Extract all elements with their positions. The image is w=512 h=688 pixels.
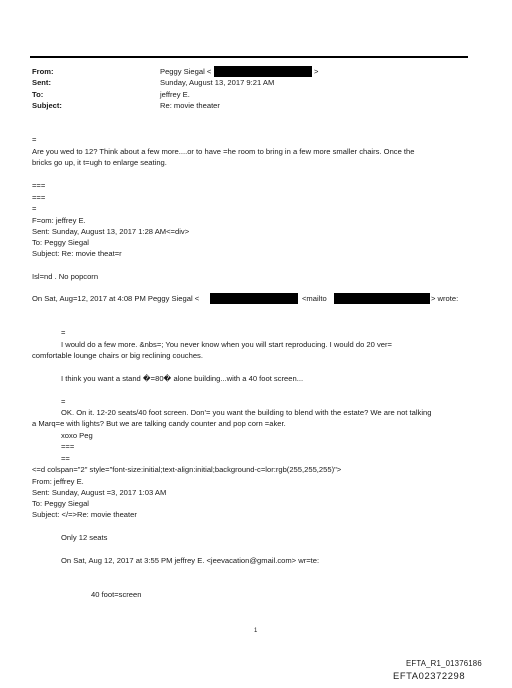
quoted-sent: Sent: Sunday, August =3, 2017 1:03 AM <box>32 488 167 497</box>
html-artifact-line: <=d colspan="2" style="font-size:initial;text-align:initial;background-c=lor:rgb(255,255,255)"> <box>32 465 342 474</box>
redaction-box <box>210 293 298 304</box>
from-label: From: <box>32 67 54 76</box>
to-label: To: <box>32 90 44 99</box>
quoted-to: To: Peggy Siegal <box>32 238 89 247</box>
quoted-body: 40 foot=screen <box>91 590 142 599</box>
redaction-box <box>334 293 430 304</box>
bates-number-small: EFTA_R1_01376186 <box>406 659 482 668</box>
separator-eq: === <box>32 181 46 190</box>
paragraph-line: bricks go up, it t=ugh to enlarge seating. <box>32 158 167 167</box>
bates-number: EFTA02372298 <box>393 670 466 681</box>
to-value: jeffrey E. <box>160 90 190 99</box>
paragraph-line: I think you want a stand �=80� alone building...with a 40 foot screen... <box>61 374 304 383</box>
quoted-body: Only 12 seats <box>61 533 108 542</box>
quoted-sent: Sent: Sunday, August 13, 2017 1:28 AM<=div> <box>32 227 190 236</box>
page-number: 1 <box>254 628 258 634</box>
paragraph-line: a Marq=e with lights? But we are talking candy counter and pop corn =aker. <box>32 419 286 428</box>
quoted-body: Isl=nd . No popcorn <box>32 272 99 281</box>
quoted-attribution: On Sat, Aug 12, 2017 at 3:55 PM jeffrey E. <jeevacation@gmail.com> wr=te: <box>61 556 320 565</box>
separator-eq: = <box>61 397 66 406</box>
quoted-subject: Subject: Re: movie theat=r <box>32 249 122 258</box>
quoted-from: F=om: jeffrey E. <box>32 216 86 225</box>
from-value-end: > <box>314 67 319 76</box>
paragraph-line: I would do a few more. &nbs=; You never know when you will start reproducing. I would do 20 ver= <box>61 340 392 349</box>
paragraph-line: OK. On it. 12-20 seats/40 foot screen. Don'= you want the building to blend with the estate? We are not talking <box>61 408 432 417</box>
paragraph-line: comfortable lounge chairs or big reclining couches. <box>32 351 203 360</box>
quoted-attribution: On Sat, Aug=12, 2017 at 4:08 PM Peggy Siegal < <box>32 294 200 303</box>
redaction-box <box>214 66 312 77</box>
separator-eq: === <box>32 193 46 202</box>
separator-eq: = <box>32 135 37 144</box>
header-top-rule <box>30 56 468 58</box>
separator-eq: = <box>32 204 37 213</box>
quoted-from: From: jeffrey E. <box>32 477 84 486</box>
from-value: Peggy Siegal < <box>160 67 212 76</box>
subject-value: Re: movie theater <box>160 101 220 110</box>
quoted-to: To: Peggy Siegal <box>32 499 89 508</box>
sent-label: Sent: <box>32 78 51 87</box>
mailto-text: <mailto <box>302 294 327 303</box>
separator-eq: === <box>61 442 75 451</box>
subject-label: Subject: <box>32 101 62 110</box>
quoted-subject: Subject: </=>Re: movie theater <box>32 510 137 519</box>
separator-eq: = <box>61 328 66 337</box>
sent-value: Sunday, August 13, 2017 9:21 AM <box>160 78 275 87</box>
paragraph-line: Are you wed to 12? Think about a few more....or to have =he room to bring in a few more smaller chairs. Once the <box>32 147 415 156</box>
separator-eq: == <box>61 454 70 463</box>
wrote-text: > wrote: <box>431 294 459 303</box>
signoff: xoxo Peg <box>61 431 93 440</box>
